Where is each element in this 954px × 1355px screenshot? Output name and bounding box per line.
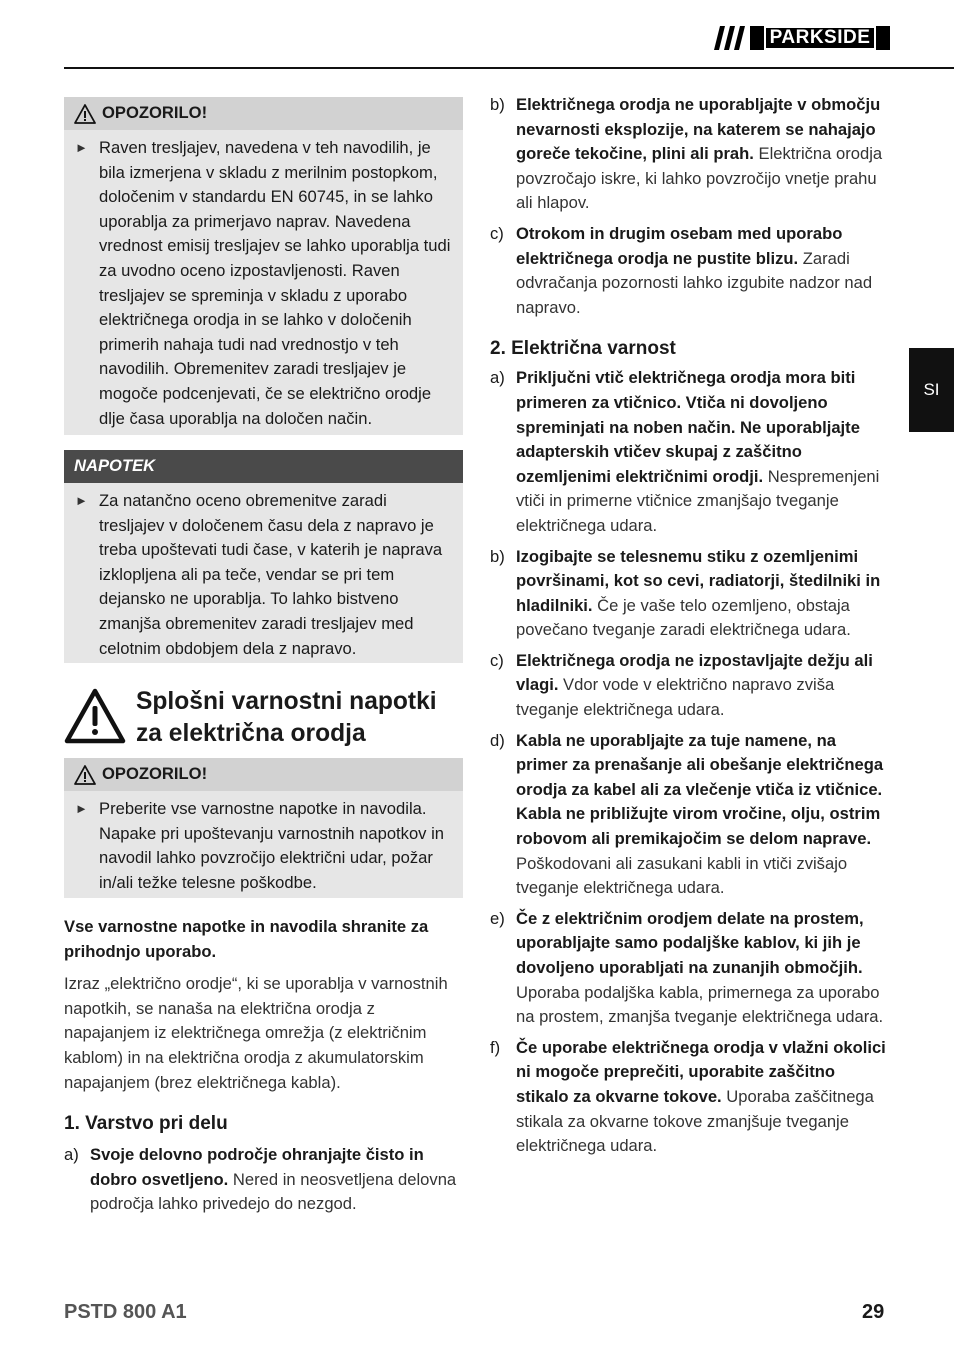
warning-body [64, 791, 463, 899]
item-explanation: Če je vaše telo ozemljeno, obstaja povečano tveganje zaradi električnega udara. [516, 595, 851, 640]
work-safety-heading: 1. Varstvo pri delu [64, 1113, 228, 1135]
item-explanation: Nered in neosvetljena delovna področja lahko privedejo do nezgod. [90, 1169, 457, 1214]
item-instruction: Svoje delovno področje ohranjajte čisto in dobro osvetljeno. [90, 1145, 424, 1189]
item-instruction: Električnega orodja ne izpostavljajte dežju ali vlagi. [516, 650, 873, 695]
page-number: 29 [862, 1301, 885, 1323]
item-explanation: Nespremenjeni vtiči in primerne vtičnice zmanjšajo tveganje električnega udara. [516, 466, 880, 535]
term-definition: Izraz „električno orodje“, ki se uporablja v varnostnih napotkih, se nanaša na električna orodja z napajanjem iz električnega omrežja (z električnim kablom) in na električna orodja z akumulatorskim napajanjem (brez električnega kabla). [64, 974, 448, 1092]
note-body [64, 483, 463, 665]
bullet-arrow-icon: ► [75, 493, 88, 508]
warning-triangle-large-icon [64, 688, 126, 744]
language-tab: SI [909, 348, 954, 432]
header-rule [64, 67, 954, 69]
item-instruction: Priključni vtič električnega orodja mora biti primeren za vtičnico. Vtiča ni dovoljeno spreminjati na noben način. Ne uporabljajte adapterskih vtičev skupaj z zaščitno ozemljenimi električnimi orodji. [516, 368, 860, 486]
bullet-arrow-icon: ► [75, 140, 88, 155]
item-explanation: Vdor vode v električno napravo zviša tveganje električnega udara. [516, 675, 835, 720]
item-letter: d) [490, 730, 505, 750]
list-item [490, 649, 890, 723]
warning-box-vibration [64, 97, 463, 435]
item-letter: e) [490, 908, 505, 928]
right-column-text [490, 93, 890, 1159]
item-letter: b) [490, 546, 505, 566]
item-instruction: Otrokom in drugim osebam med uporabo električnega orodja ne pustite blizu. [516, 223, 843, 268]
item-letter: f) [490, 1037, 501, 1057]
list-item [490, 907, 890, 1030]
list-item [490, 729, 890, 901]
list-item [64, 1143, 463, 1217]
warning-header [64, 758, 463, 791]
note-box [64, 450, 463, 663]
warning-title: OPOZORILO! [102, 103, 208, 123]
item-explanation: Zaradi odvračanja pozornosti lahko izgubite nadzor nad napravo. [516, 248, 873, 317]
item-letter: b) [490, 95, 505, 114]
item-instruction: Izogibajte se telesnemu stiku z ozemljenimi površinami, kot so cevi, radiatorji, štedilniki in hladilniki. [516, 546, 881, 615]
warning-box-general [64, 758, 463, 898]
brand-name: PARKSIDE [764, 26, 877, 50]
list-item [490, 93, 890, 216]
list-item [490, 366, 890, 538]
item-instruction: Če z električnim orodjem delate na prostem, uporabljajte samo podaljške kablov, ki jih je dovoljeno uporabljati na zunanjih območjih. [516, 908, 864, 977]
warning-text: Raven tresljajev, navedena v teh navodilih, je bila izmerjena v skladu z merilnim postopkom, določenim v standardu EN 60745, in se lahko uporablja za primerjavo naprav. Navedena vrednost emisij tresljajev se lahko uporablja tudi za uvodno oceno izpostavljenosti. Raven tresljajev se spreminja v skladu z uporabo električnega orodja in se lahko v določenih primerih nahaja tudi nad vrednostjo v teh navodilih. Obremenitev zaradi tresljajev je mogoče podcenjevati, če se električno orodje dlje časa uporablja na določen način. [99, 138, 451, 428]
item-letter: c) [490, 223, 504, 243]
bullet-arrow-icon: ► [75, 801, 88, 816]
keep-notice: Vse varnostne napotke in navodila shranite za prihodnjo uporabo. [64, 917, 429, 961]
item-explanation: Poškodovani ali zasukani kabli in vtiči zvišajo tveganje električnega udara. [516, 853, 848, 898]
list-item [490, 545, 890, 643]
note-text: Za natančno oceno obremenitve zaradi tresljajev v določenem času dela z napravo je treba upoštevati tudi čase, v katerih je naprava izklopljena ali pa teče, vendar se pri tem dejansko ne uporablja. To lahko bistveno zmanjša obremenitev zaradi tresljajev med celotnim obdobjem dela z napravo. [99, 491, 443, 658]
item-explanation: Uporaba podaljška kabla, primernega za uporabo na prostem, zmanjša tveganje električnega udara. [516, 982, 884, 1027]
warning-header [64, 97, 463, 130]
warning-title: OPOZORILO! [102, 764, 208, 784]
section-title-block [64, 686, 464, 750]
list-item [490, 222, 890, 320]
logo-plate [750, 26, 890, 50]
model-number: PSTD 800 A1 [64, 1301, 187, 1323]
warning-text: Preberite vse varnostne napotke in navodila. Napake pri upoštevanju varnostnih napotkov in navodil lahko povzročijo električni udar, požar in/ali težke telesne poškodbe. [99, 799, 445, 892]
warning-body [64, 130, 463, 435]
item-explanation: Uporaba zaščitnega stikala za okvarne tokove zmanjšuje tveganje električnega udara. [516, 1086, 874, 1156]
warning-triangle-icon [74, 765, 96, 785]
note-header [64, 450, 463, 483]
item-instruction: Če uporabe električnega orodja v vlažni okolici ni mogoče preprečiti, uporabite zaščitno stikalo za okvarne tokove. [516, 1037, 886, 1106]
parkside-logo [714, 24, 890, 52]
note-title: NAPOTEK [74, 456, 156, 476]
left-column-text [64, 915, 463, 1217]
item-letter: a) [490, 368, 505, 388]
item-instruction: Kabla ne uporabljajte za tuje namene, na primer za prenašanje ali obešanje električnega orodja za kabel ali za vlečenje vtiča iz vtičnice. Kabla ne približujte virom vročine, olju, ostrim robovom ali premikajočim se delom naprave. [516, 730, 884, 849]
item-explanation: Električna orodja povzročajo iskre, ki lahko povzročijo vnetje prahu ali hlapov. [516, 144, 883, 213]
electrical-safety-heading: 2. Električna varnost [490, 338, 676, 360]
section-title: Splošni varnostni napotki za električna orodja [136, 688, 437, 747]
logo-slashes-icon [714, 24, 750, 52]
warning-triangle-icon [74, 104, 96, 124]
list-item [490, 1036, 890, 1159]
item-letter: a) [64, 1145, 79, 1165]
item-instruction: Električnega orodja ne uporabljajte v območju nevarnosti eksplozije, na katerem se nahajajo goreče tekočine, plini ali prah. [516, 95, 881, 164]
item-letter: c) [490, 650, 504, 670]
